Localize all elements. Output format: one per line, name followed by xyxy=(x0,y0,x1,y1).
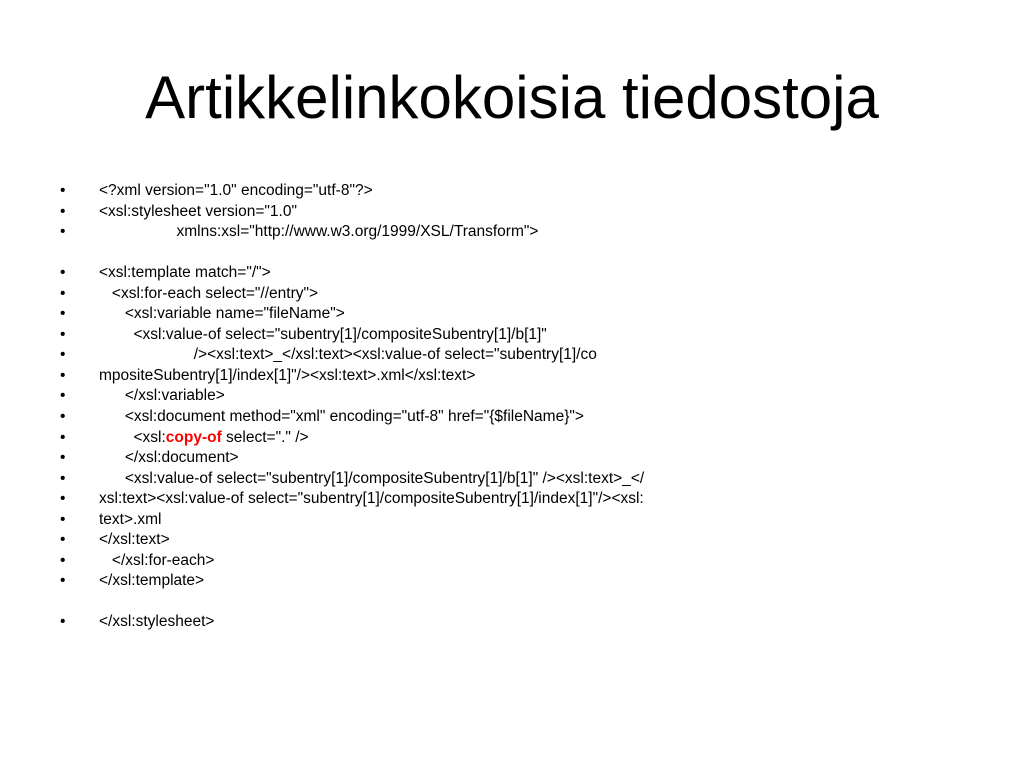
code-line-7 xyxy=(60,304,1000,325)
bullet: • xyxy=(60,428,66,446)
code-line-3 xyxy=(60,222,1000,243)
code-line-17 xyxy=(60,510,1000,531)
bullet: • xyxy=(60,202,66,220)
code-text: mpositeSubentry[1]/index[1]"/><xsl:text>.xml</xsl:text> xyxy=(99,366,476,384)
bullet: • xyxy=(60,305,66,323)
blank-line xyxy=(60,592,1000,613)
code-text: xmlns:xsl="http://www.w3.org/1999/XSL/Transform"> xyxy=(99,223,539,241)
code-line-16 xyxy=(60,489,1000,510)
code-text: <xsl:value-of select="subentry[1]/compositeSubentry[1]/b[1]" /><xsl:text>_</ xyxy=(99,469,645,487)
bullet: • xyxy=(60,366,66,384)
code-text: <xsl:for-each select="//entry"> xyxy=(99,284,319,302)
code-line-11 xyxy=(60,386,1000,407)
code-text: </xsl:stylesheet> xyxy=(99,613,215,631)
code-line-19 xyxy=(60,551,1000,572)
bullet: • xyxy=(60,572,66,590)
code-line-20 xyxy=(60,571,1000,592)
code-text-after: select="." /> xyxy=(221,428,309,446)
code-text: </xsl:variable> xyxy=(99,387,225,405)
bullet: • xyxy=(60,613,66,631)
bullet: • xyxy=(60,408,66,426)
code-line-15 xyxy=(60,469,1000,490)
bullet: • xyxy=(60,510,66,528)
code-text-before: <xsl: xyxy=(99,428,166,446)
blank-line xyxy=(60,243,1000,264)
bullet: • xyxy=(60,182,66,199)
code-line-6 xyxy=(60,284,1000,305)
bullet: • xyxy=(60,284,66,302)
bullet: • xyxy=(60,449,66,467)
bullet: • xyxy=(60,387,66,405)
code-bullet-list xyxy=(60,181,1000,633)
code-line-13 xyxy=(60,428,1000,449)
code-text: </xsl:template> xyxy=(99,572,205,590)
code-text: <?xml version="1.0" encoding="utf-8"?> xyxy=(99,182,373,199)
code-text: <xsl:document method="xml" encoding="utf-8" href="{$fileName}"> xyxy=(99,408,584,426)
code-line-10 xyxy=(60,366,1000,387)
bullet: • xyxy=(60,346,66,364)
bullet: • xyxy=(60,490,66,508)
code-line-2 xyxy=(60,202,1000,223)
code-text xyxy=(99,428,309,449)
code-text: xsl:text><xsl:value-of select="subentry[1]/compositeSubentry[1]/index[1]"/><xsl: xyxy=(99,490,644,508)
code-line-22 xyxy=(60,612,1000,633)
bullet: • xyxy=(60,531,66,549)
code-line-14 xyxy=(60,448,1000,469)
code-text: <xsl:stylesheet version="1.0" xyxy=(99,202,297,220)
code-line-5 xyxy=(60,263,1000,284)
code-text: </xsl:text> xyxy=(99,531,170,549)
code-line-1 xyxy=(60,181,1000,202)
copy-of-highlight: copy-of xyxy=(165,428,222,446)
code-text: text>.xml xyxy=(99,510,162,528)
slide-title: Artikkelinkokoisia tiedostoja xyxy=(145,64,879,131)
code-line-18 xyxy=(60,530,1000,551)
code-text: </xsl:for-each> xyxy=(99,551,215,569)
code-line-8 xyxy=(60,325,1000,346)
code-line-12 xyxy=(60,407,1000,428)
code-text: <xsl:template match="/"> xyxy=(99,264,271,282)
code-text: <xsl:variable name="fileName"> xyxy=(99,305,345,323)
bullet: • xyxy=(60,551,66,569)
code-line-9 xyxy=(60,345,1000,366)
bullet: • xyxy=(60,264,66,282)
bullet: • xyxy=(60,469,66,487)
code-text: </xsl:document> xyxy=(99,449,239,467)
bullet: • xyxy=(60,223,66,241)
code-text: <xsl:value-of select="subentry[1]/compositeSubentry[1]/b[1]" xyxy=(99,325,547,343)
code-text: /><xsl:text>_</xsl:text><xsl:value-of select="subentry[1]/co xyxy=(99,346,597,364)
bullet: • xyxy=(60,325,66,343)
